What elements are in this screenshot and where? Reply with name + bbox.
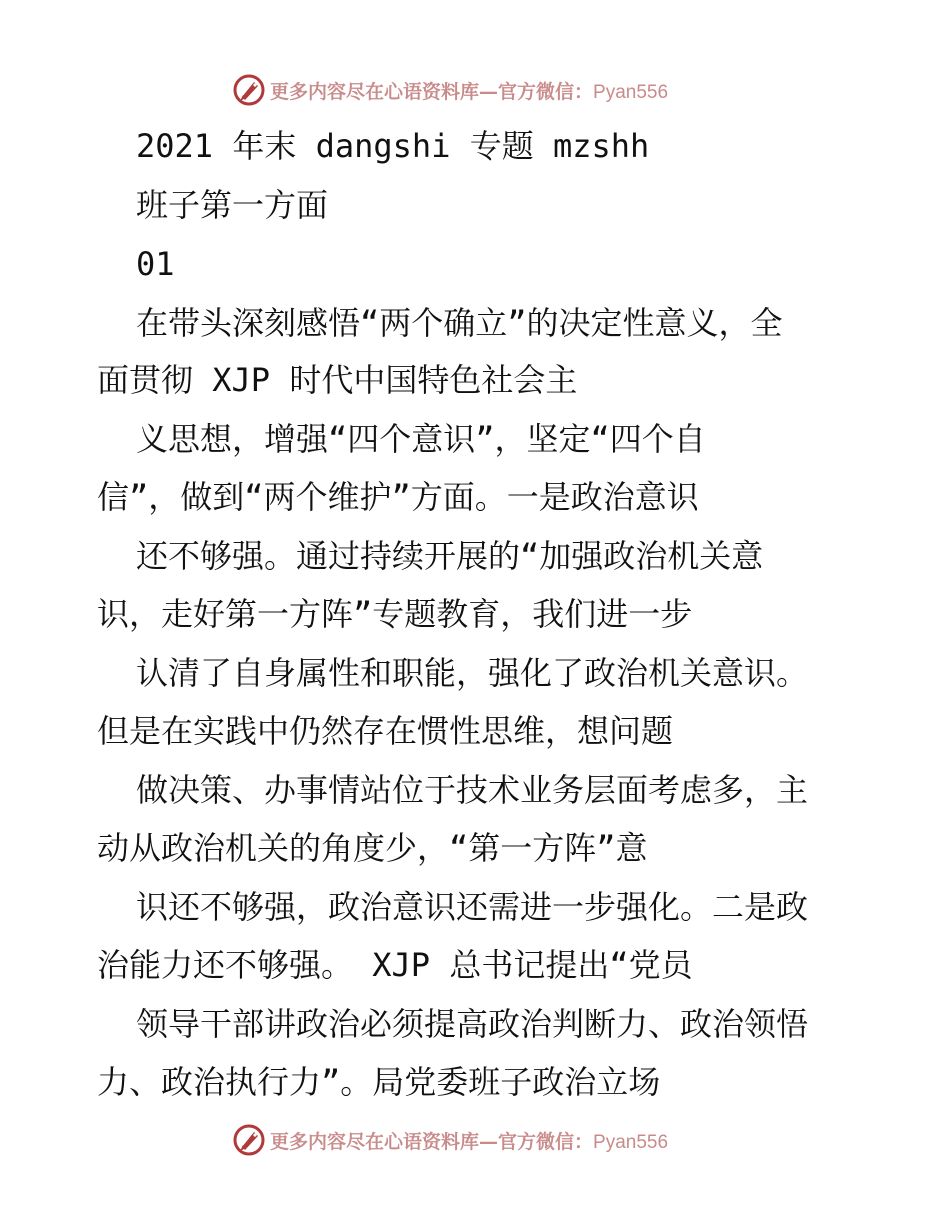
watermark-text: 更多内容尽在心语资料库—官方微信： [270,80,594,103]
body-line: 但是在实践中仍然存在惯性思维，想问题 [97,712,674,750]
body-line: 动从政治机关的角度少，“第一方阵”意 [97,829,648,867]
body-line: 面贯彻 XJP 时代中国特色社会主 [97,361,578,399]
body-line: 01 [136,245,175,283]
body-line: 义思想，增强“四个意识”，坚定“四个自 [136,420,706,458]
watermark-text: 更多内容尽在心语资料库—官方微信： [270,1130,594,1153]
footer-watermark [232,1120,668,1160]
body-line: 领导干部讲政治必须提高政治判断力、政治领悟 [136,1005,809,1043]
watermark-wechat-id: Pyan556 [593,1131,669,1153]
watermark-wechat-id: Pyan556 [593,81,669,103]
header-watermark [232,70,668,110]
body-line: 班子第一方面 [136,186,329,224]
body-line: 在带头深刻感悟“两个确立”的决定性意义，全 [136,304,783,342]
body-line: 还不够强。通过持续开展的“加强政治机关意 [136,537,764,575]
body-line: 识还不够强，政治意识还需进一步强化。二是政 [136,888,809,926]
body-line: 认清了自身属性和职能，强化了政治机关意识。 [136,654,809,692]
body-line: 力、政治执行力”。局党委班子政治立场 [97,1063,661,1101]
pen-nib-logo-icon [232,1123,266,1157]
body-line: 治能力还不够强。 XJP 总书记提出“党员 [97,946,693,984]
body-line: 信”，做到“两个维护”方面。一是政治意识 [97,478,699,516]
body-line: 2021 年末 dangshi 专题 mzshh [136,127,650,165]
body-line: 做决策、办事情站位于技术业务层面考虑多，主 [136,771,809,809]
body-line: 识，走好第一方阵”专题教育，我们进一步 [97,595,693,633]
pen-nib-logo-icon [232,73,266,107]
